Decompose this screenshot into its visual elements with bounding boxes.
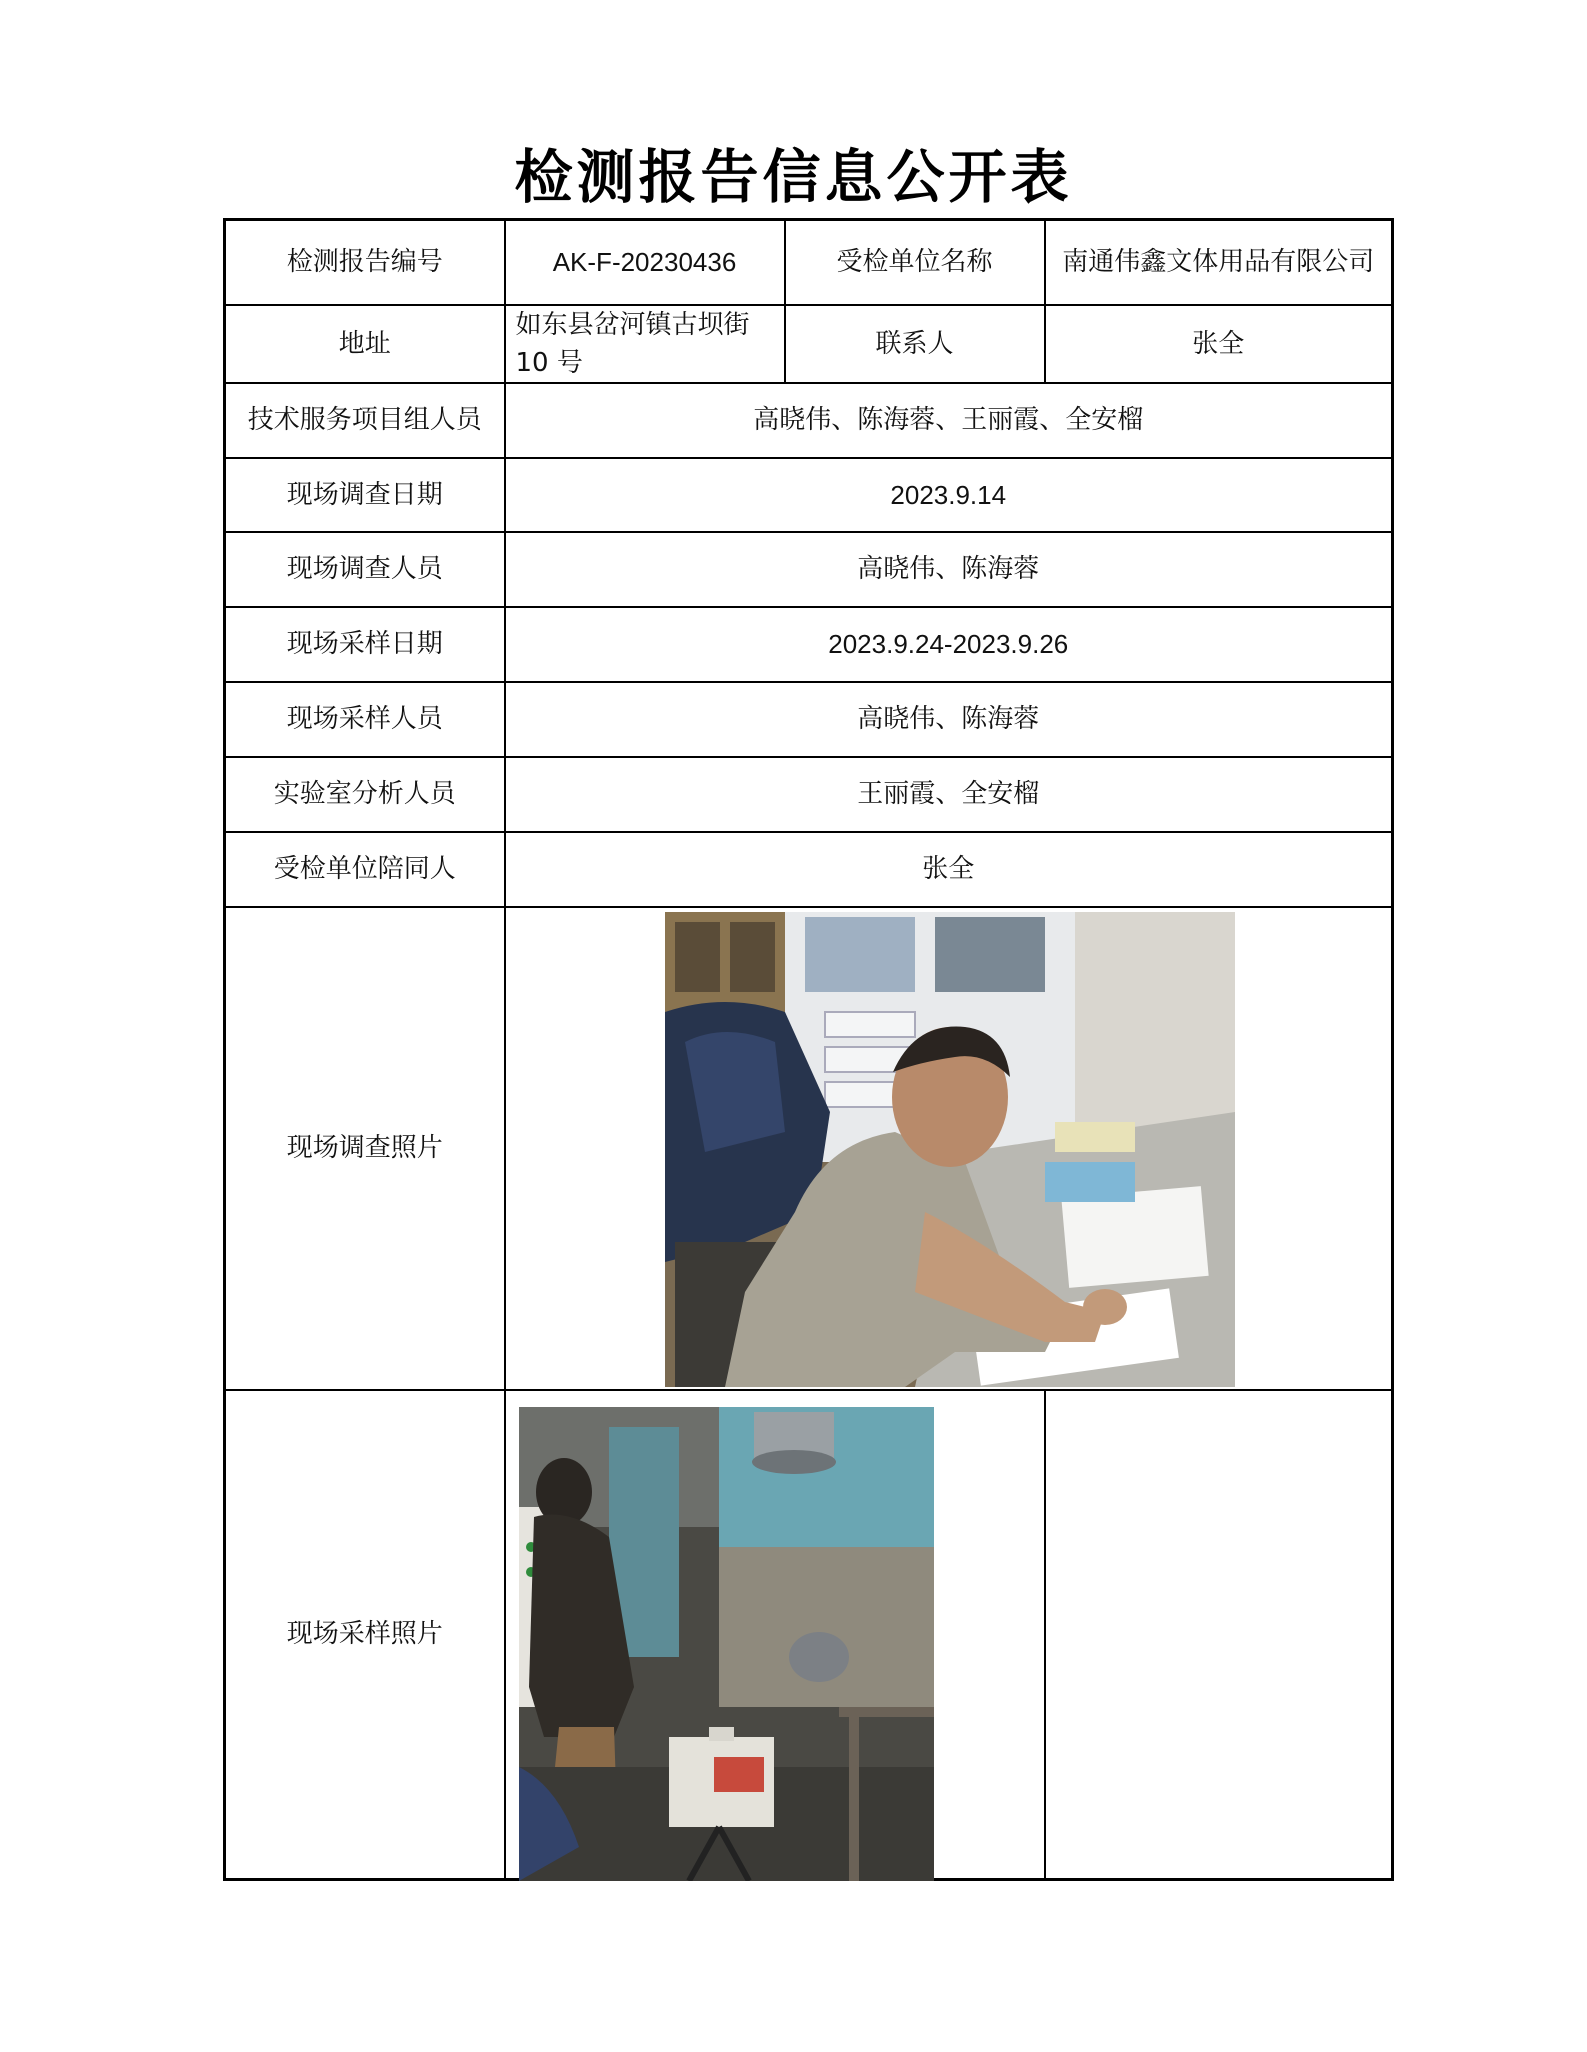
unit-name-label: 受检单位名称 <box>785 220 1045 305</box>
row-survey-date <box>225 458 1393 532</box>
row-sampling-photo <box>225 1390 1393 1880</box>
survey-date-value: 2023.9.14 <box>505 458 1393 532</box>
contact-value: 张全 <box>1045 305 1393 383</box>
row-survey-photo <box>225 907 1393 1390</box>
report-no-label: 检测报告编号 <box>225 220 505 305</box>
row-report-no <box>225 220 1393 305</box>
survey-photo-cell <box>505 907 1393 1390</box>
sampling-staff-label: 现场采样人员 <box>225 682 505 757</box>
row-lab-staff <box>225 757 1393 832</box>
lab-staff-value: 王丽霞、全安榴 <box>505 757 1393 832</box>
row-survey-staff <box>225 532 1393 607</box>
sampling-photo-label: 现场采样照片 <box>225 1390 505 1880</box>
lab-staff-label: 实验室分析人员 <box>225 757 505 832</box>
escort-label: 受检单位陪同人 <box>225 832 505 907</box>
survey-photo-label: 现场调查照片 <box>225 907 505 1390</box>
row-team <box>225 383 1393 458</box>
sampling-date-label: 现场采样日期 <box>225 607 505 682</box>
sampling-photo-cell <box>505 1390 1045 1880</box>
row-address <box>225 305 1393 383</box>
contact-label: 联系人 <box>785 305 1045 383</box>
address-value: 如东县岔河镇古坝街10 号 <box>505 305 785 383</box>
report-no-value: AK-F-20230436 <box>505 220 785 305</box>
page-title: 检测报告信息公开表 <box>514 143 1073 211</box>
sampling-staff-value: 高晓伟、陈海蓉 <box>505 682 1393 757</box>
survey-date-label: 现场调查日期 <box>225 458 505 532</box>
row-sampling-staff <box>225 682 1393 757</box>
unit-name-value: 南通伟鑫文体用品有限公司 <box>1045 220 1393 305</box>
report-info-table <box>223 218 1394 1881</box>
address-label: 地址 <box>225 305 505 383</box>
escort-value: 张全 <box>505 832 1393 907</box>
team-value: 高晓伟、陈海蓉、王丽霞、全安榴 <box>505 383 1393 458</box>
row-sampling-date <box>225 607 1393 682</box>
sampling-date-value: 2023.9.24-2023.9.26 <box>505 607 1393 682</box>
survey-staff-label: 现场调查人员 <box>225 532 505 607</box>
survey-staff-value: 高晓伟、陈海蓉 <box>505 532 1393 607</box>
sampling-photo <box>519 1407 934 1881</box>
row-escort <box>225 832 1393 907</box>
sampling-photo-empty-cell <box>1045 1390 1393 1880</box>
survey-photo <box>665 912 1235 1387</box>
team-label: 技术服务项目组人员 <box>225 383 505 458</box>
